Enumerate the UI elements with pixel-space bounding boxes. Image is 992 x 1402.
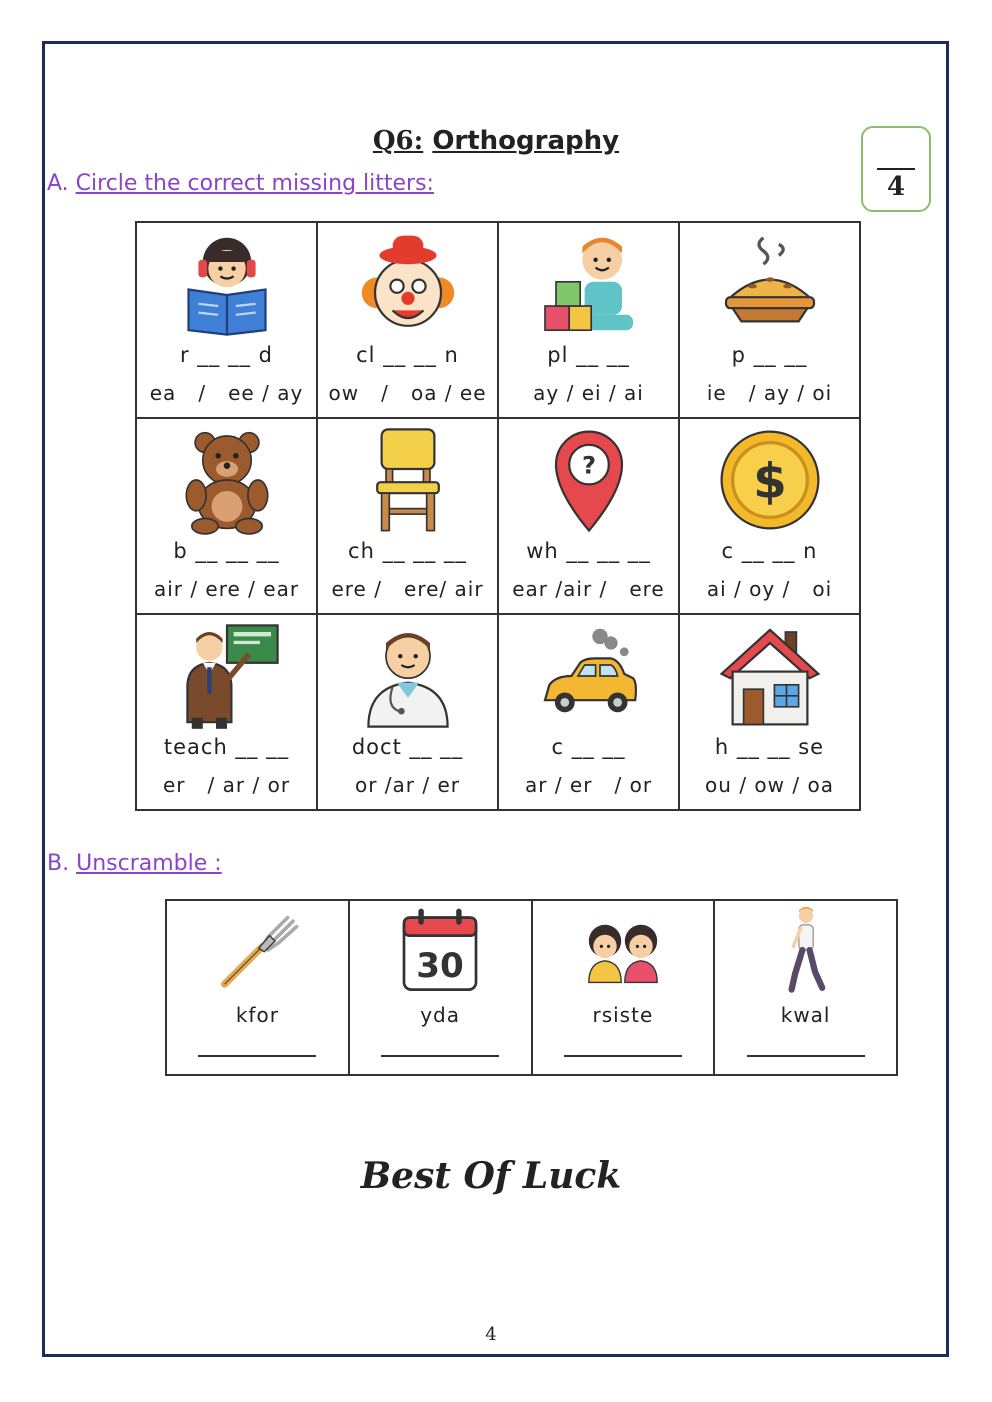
- score-box: [861, 126, 931, 212]
- section-b-heading: [47, 851, 222, 876]
- closing-message: Best Of Luck: [360, 1155, 622, 1197]
- section-b-label: B.: [47, 851, 70, 876]
- answer-options[interactable]: ie / ay / oi: [706, 381, 833, 405]
- answer-options[interactable]: ow / oa / ee: [328, 381, 487, 405]
- answer-blank[interactable]: [381, 1055, 499, 1057]
- exercise-cell: [317, 222, 498, 418]
- exercise-cell: [498, 222, 679, 418]
- calendar-icon: [395, 905, 485, 995]
- exercise-cell: [679, 418, 860, 614]
- word-prompt: ch __ __ __: [348, 539, 467, 563]
- answer-options[interactable]: ay / ei / ai: [533, 381, 644, 405]
- table-row: [136, 614, 860, 810]
- exercise-cell: [136, 418, 317, 614]
- pie-icon: [715, 229, 825, 339]
- answer-options[interactable]: ear /air / ere: [512, 577, 665, 601]
- word-prompt: wh __ __ __: [526, 539, 651, 563]
- missing-letters-table: [135, 221, 861, 811]
- section-a-label: A.: [47, 171, 69, 196]
- exercise-cell: [498, 418, 679, 614]
- walking-boy-icon: [761, 905, 851, 995]
- reading-girl-icon: [172, 229, 282, 339]
- house-icon: [715, 621, 825, 731]
- question-title: Orthography: [432, 126, 620, 156]
- word-prompt: c __ __: [551, 735, 626, 759]
- answer-options[interactable]: ar / er / or: [524, 773, 653, 797]
- score-blank-line: [877, 168, 915, 170]
- exercise-cell: [136, 222, 317, 418]
- answer-options[interactable]: ai / oy / oi: [706, 577, 833, 601]
- unscramble-cell: [349, 900, 532, 1075]
- exercise-cell: [136, 614, 317, 810]
- word-prompt: teach __ __: [163, 735, 290, 759]
- answer-options[interactable]: ou / ow / oa: [705, 773, 834, 797]
- unscramble-cell: [532, 900, 715, 1075]
- exercise-cell: [498, 614, 679, 810]
- car-icon: [534, 621, 644, 731]
- table-row: [136, 418, 860, 614]
- table-row: [136, 222, 860, 418]
- coin-icon: [715, 425, 825, 535]
- scrambled-word: rsiste: [592, 1003, 654, 1027]
- exercise-cell: [679, 614, 860, 810]
- chair-icon: [353, 425, 463, 535]
- exercise-cell: [679, 222, 860, 418]
- answer-blank[interactable]: [747, 1055, 865, 1057]
- exercise-cell: [317, 418, 498, 614]
- calendar-number: 30: [416, 946, 464, 986]
- unscramble-cell: [166, 900, 349, 1075]
- question-number: Q6:: [372, 126, 424, 156]
- scrambled-word: kwal: [780, 1003, 831, 1027]
- section-b-title: Unscramble :: [76, 851, 222, 876]
- doctor-icon: [353, 621, 463, 731]
- teddy-bear-icon: [172, 425, 282, 535]
- section-a-title: Circle the correct missing litters:: [75, 171, 434, 196]
- answer-options[interactable]: or /ar / er: [354, 773, 460, 797]
- svg-text:?: ?: [581, 451, 596, 480]
- child-playing-blocks-icon: [534, 229, 644, 339]
- teacher-icon: [172, 621, 282, 731]
- word-prompt: doct __ __: [351, 735, 464, 759]
- answer-options[interactable]: er / ar / or: [162, 773, 291, 797]
- clown-icon: [353, 229, 463, 339]
- word-prompt: c __ __ n: [721, 539, 818, 563]
- table-row: [166, 900, 897, 1075]
- word-prompt: b __ __ __: [173, 539, 280, 563]
- word-prompt: cl __ __ n: [356, 343, 459, 367]
- word-prompt: r __ __ d: [180, 343, 273, 367]
- fork-icon: [212, 905, 302, 995]
- unscramble-cell: [714, 900, 897, 1075]
- answer-options[interactable]: air / ere / ear: [153, 577, 300, 601]
- scrambled-word: yda: [420, 1003, 461, 1027]
- scrambled-word: kfor: [235, 1003, 279, 1027]
- word-prompt: h __ __ se: [714, 735, 825, 759]
- page-number: 4: [485, 1324, 497, 1345]
- answer-options[interactable]: ea / ee / ay: [149, 381, 304, 405]
- exercise-cell: [317, 614, 498, 810]
- answer-blank[interactable]: [564, 1055, 682, 1057]
- score-total: 4: [886, 172, 906, 202]
- sisters-icon: [578, 905, 668, 995]
- section-a-heading: [47, 171, 434, 196]
- svg-text:$: $: [752, 453, 787, 510]
- page-title: [0, 126, 992, 156]
- answer-blank[interactable]: [198, 1055, 316, 1057]
- word-prompt: pl __ __: [547, 343, 630, 367]
- word-prompt: p __ __: [731, 343, 808, 367]
- unscramble-table: [165, 899, 898, 1076]
- location-pin-icon: [534, 425, 644, 535]
- answer-options[interactable]: ere / ere/ air: [331, 577, 484, 601]
